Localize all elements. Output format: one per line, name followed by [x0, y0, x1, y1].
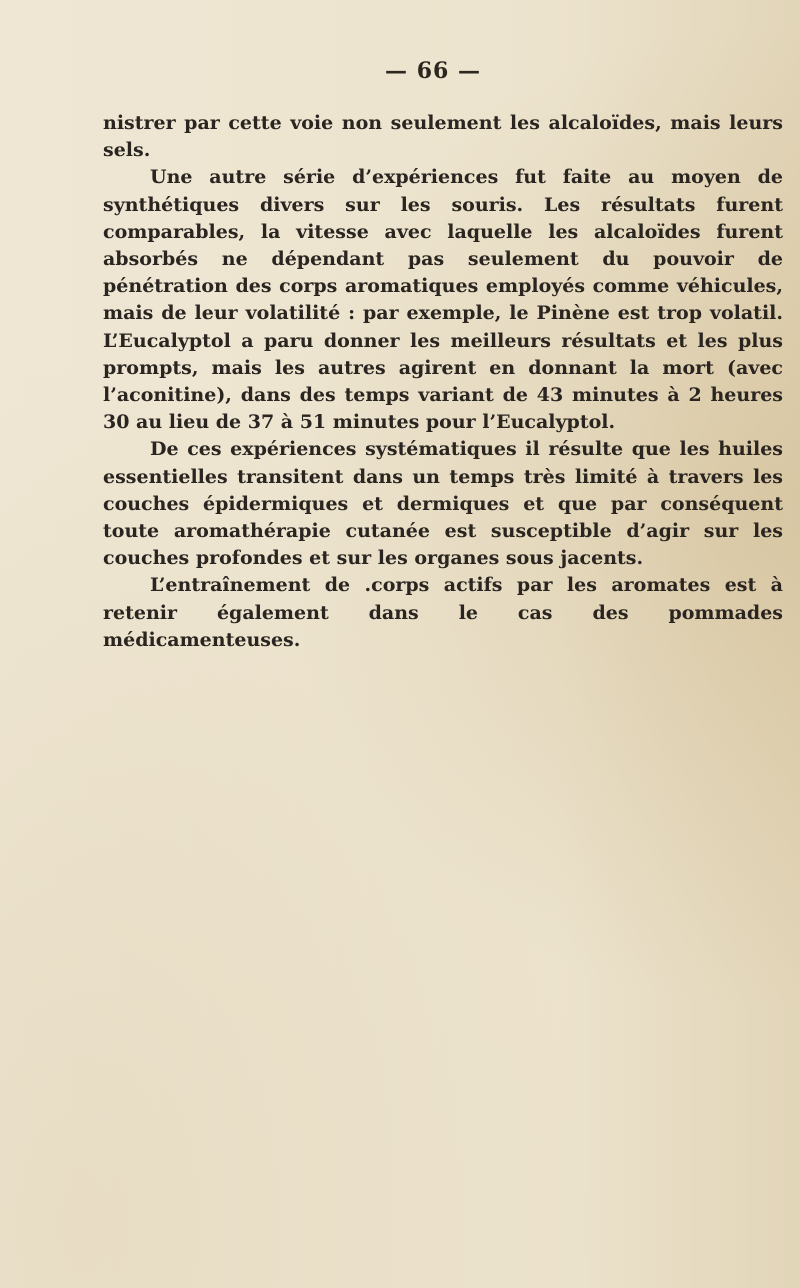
paragraph-conclusion: De ces expériences systématiques il résulte que les huiles essentielles transitent dans un temps très limité à travers les couches épidermiques et dermiques et que par conséquent toute aromathérapie cutanée est susceptible d’agir sur les couches profondes et sur les organes sous jacents. — [103, 438, 783, 570]
paragraph-experiments-mice: Une autre série d’expériences fut faite au moyen de synthétiques divers sur les souris. Les résultats furent comparables, la vitesse avec laquelle les alcaloïdes furent absorbés ne dépendant pas seulement du pouvoir de pénétration des corps aromatiques employés comme véhicules, mais de leur volatilité : par exemple, le Pinène est trop volatil. L’Eucalyptol a paru donner les meilleurs résultats et les plus prompts, mais les autres agirent en donnant la mort (avec l’aconitine), dans des temps variant de 43 minutes à 2 heures 30 au lieu de 37 à 51 minutes pour l’Eucalyptol. — [103, 166, 783, 434]
page-number: — 66 — — [385, 58, 481, 84]
paragraph-ointments: L’entraînement de .corps actifs par les aromates est à retenir également dans le cas des pommades médicamenteuses. — [103, 574, 783, 651]
paragraph-continuation: nistrer par cette voie non seulement les alcaloïdes, mais leurs sels. — [103, 112, 783, 162]
body-text — [103, 110, 783, 654]
